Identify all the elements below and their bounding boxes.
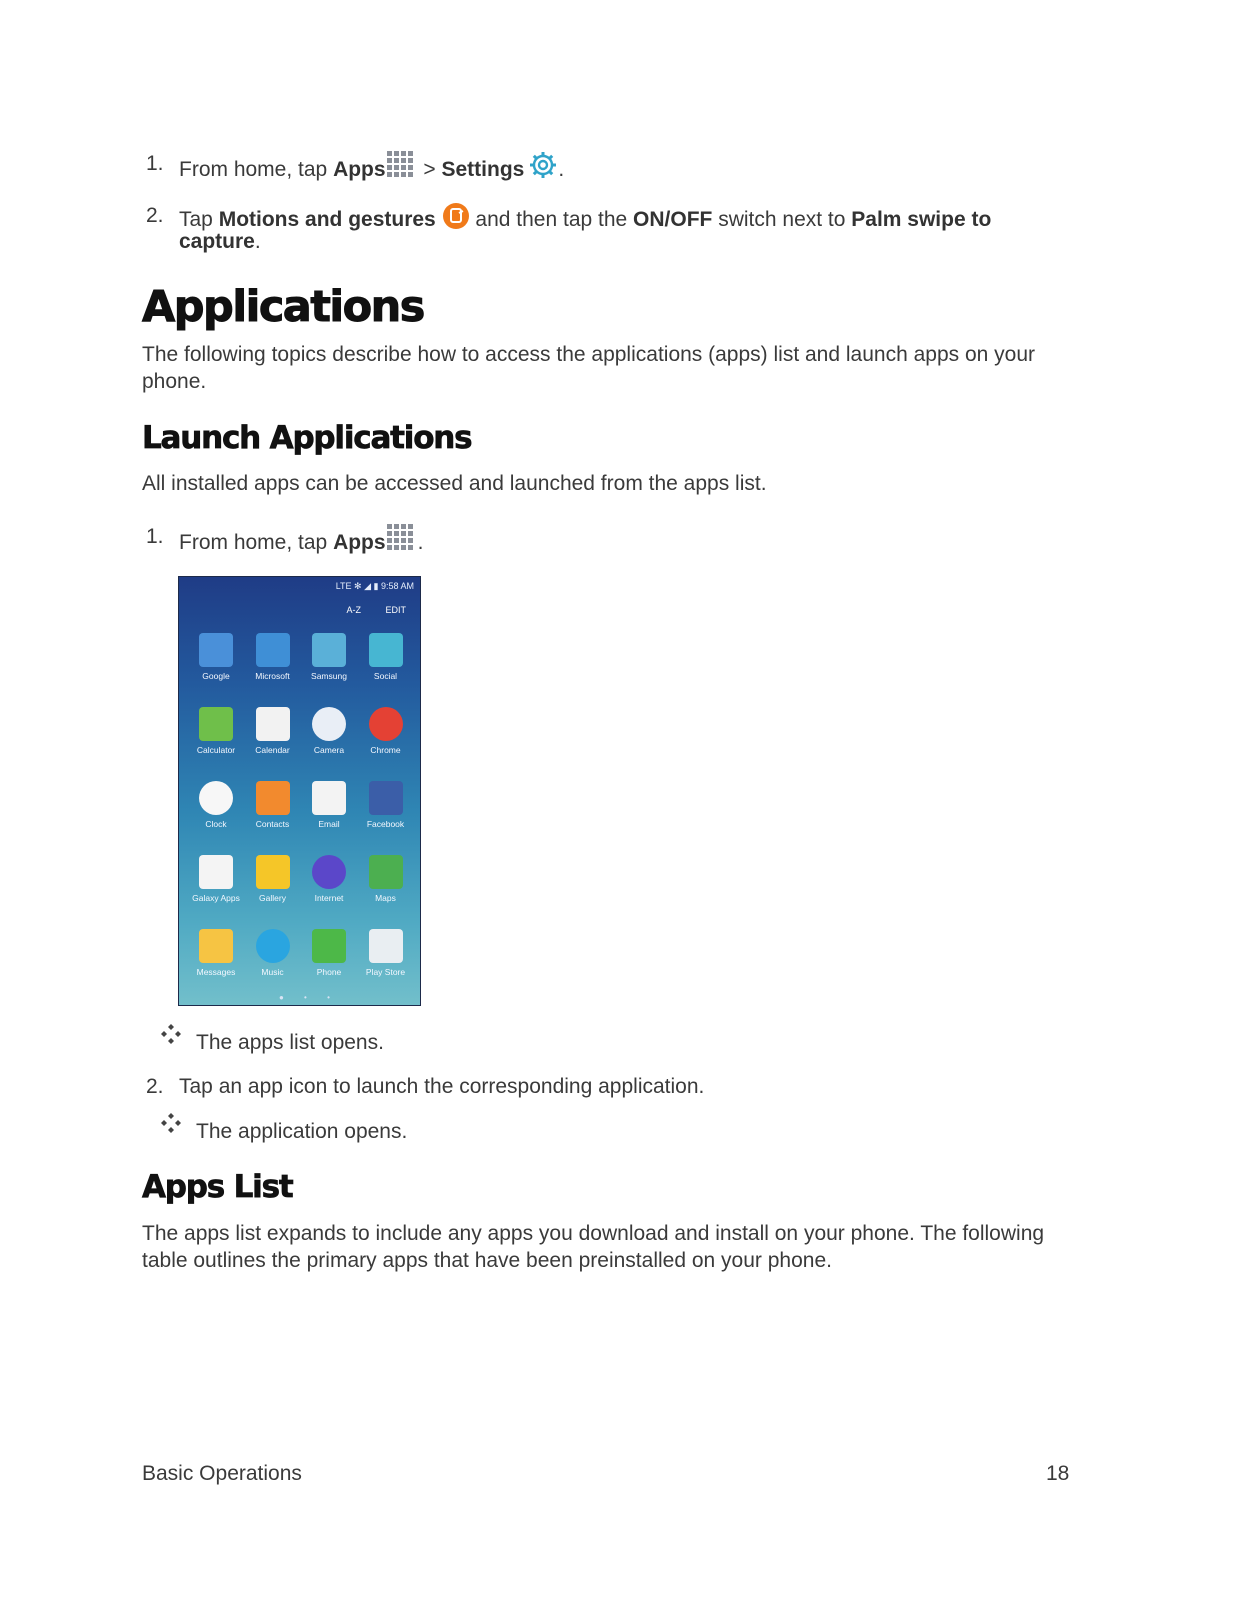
clock-icon xyxy=(199,781,233,815)
page-indicator: ● • • xyxy=(279,993,339,1002)
chrome-icon xyxy=(369,707,403,741)
footer-section-name: Basic Operations xyxy=(142,1462,302,1485)
app-label: Calendar xyxy=(255,745,290,755)
app-music[interactable] xyxy=(244,929,302,977)
step-text: From home, tap Apps > Settings . xyxy=(179,150,564,187)
app-label: Microsoft xyxy=(255,671,290,681)
edit-button[interactable]: EDIT xyxy=(385,605,406,615)
app-label: Clock xyxy=(205,819,227,829)
apps-toolbar xyxy=(324,605,406,615)
app-galaxy-apps[interactable] xyxy=(187,855,245,903)
samsung-folder-icon xyxy=(312,633,346,667)
step-text: From home, tap Apps . xyxy=(179,523,423,560)
az-button[interactable]: A-Z xyxy=(346,605,361,615)
app-label: Google xyxy=(202,671,230,681)
app-label: Messages xyxy=(196,967,236,977)
music-icon xyxy=(256,929,290,963)
app-social[interactable] xyxy=(357,633,415,681)
app-facebook[interactable] xyxy=(357,781,415,829)
social-folder-icon xyxy=(369,633,403,667)
app-contacts[interactable] xyxy=(244,781,302,829)
app-camera[interactable] xyxy=(300,707,358,755)
app-google[interactable] xyxy=(187,633,245,681)
app-label: Email xyxy=(318,819,340,829)
app-calendar[interactable] xyxy=(244,707,302,755)
google-folder-icon xyxy=(199,633,233,667)
play-store-icon xyxy=(369,929,403,963)
calculator-icon xyxy=(199,707,233,741)
calendar-icon xyxy=(256,707,290,741)
page-title: Applications xyxy=(142,282,424,332)
step-text-continued: capture. xyxy=(179,230,261,253)
maps-icon xyxy=(369,855,403,889)
messages-icon xyxy=(199,929,233,963)
section-heading-launch: Launch Applications xyxy=(142,420,472,456)
phone-icon xyxy=(312,929,346,963)
apps-list-screenshot xyxy=(178,576,421,1006)
app-internet[interactable] xyxy=(300,855,358,903)
diamond-bullet-icon xyxy=(160,1112,182,1134)
bullet-text: The apps list opens. xyxy=(196,1031,384,1054)
camera-icon xyxy=(312,707,346,741)
app-label: Gallery xyxy=(259,893,286,903)
app-label: Contacts xyxy=(255,819,290,829)
status-bar: LTE ✻ ◢ ▮ 9:58 AM xyxy=(335,581,414,591)
app-label: Camera xyxy=(313,745,345,755)
diamond-bullet-icon xyxy=(160,1023,182,1045)
microsoft-folder-icon xyxy=(256,633,290,667)
step-number: 2. xyxy=(146,1075,164,1098)
app-maps[interactable] xyxy=(357,855,415,903)
settings-gear-icon xyxy=(528,150,558,187)
step-number: 1. xyxy=(146,525,164,548)
app-label: Galaxy Apps xyxy=(192,893,240,903)
app-label: Facebook xyxy=(366,819,405,829)
app-messages[interactable] xyxy=(187,929,245,977)
app-play-store[interactable] xyxy=(357,929,415,977)
app-label: Internet xyxy=(314,893,344,903)
galaxy-apps-icon xyxy=(199,855,233,889)
motions-gestures-icon xyxy=(442,202,470,237)
app-label: Maps xyxy=(375,893,396,903)
applications-intro: The following topics describe how to access the applications (apps) list and launch apps on your phone. xyxy=(142,343,1036,393)
app-email[interactable] xyxy=(300,781,358,829)
email-icon xyxy=(312,781,346,815)
gallery-icon xyxy=(256,855,290,889)
internet-icon xyxy=(312,855,346,889)
apps-grid-icon xyxy=(386,523,418,560)
apps-grid-icon xyxy=(386,150,418,187)
bullet-text: The application opens. xyxy=(196,1120,408,1143)
app-gallery[interactable] xyxy=(244,855,302,903)
apps-list-intro: The apps list expands to include any apps you download and install on your phone. The following table outlines the primary apps that have been preinstalled on your phone. xyxy=(142,1222,1045,1272)
app-label: Social xyxy=(373,671,398,681)
app-label: Samsung xyxy=(311,671,347,681)
facebook-icon xyxy=(369,781,403,815)
step-text: Tap an app icon to launch the corresponding application. xyxy=(179,1075,705,1098)
step-number: 2. xyxy=(146,204,164,227)
app-samsung[interactable] xyxy=(300,633,358,681)
section-heading-apps-list: Apps List xyxy=(142,1169,293,1205)
app-phone[interactable] xyxy=(300,929,358,977)
app-calculator[interactable] xyxy=(187,707,245,755)
launch-intro: All installed apps can be accessed and launched from the apps list. xyxy=(142,472,767,495)
page-number: 18 xyxy=(1046,1462,1070,1485)
app-microsoft[interactable] xyxy=(244,633,302,681)
app-label: Calculator xyxy=(196,745,236,755)
step-number: 1. xyxy=(146,152,164,175)
app-label: Music xyxy=(261,967,284,977)
app-chrome[interactable] xyxy=(357,707,415,755)
contacts-icon xyxy=(256,781,290,815)
step-text: Tap Motions and gestures and then tap the ON/OFF switch next to Palm swipe to xyxy=(179,202,991,237)
app-clock[interactable] xyxy=(187,781,245,829)
app-label: Phone xyxy=(316,967,342,977)
app-label: Chrome xyxy=(370,745,401,755)
app-label: Play Store xyxy=(365,967,406,977)
